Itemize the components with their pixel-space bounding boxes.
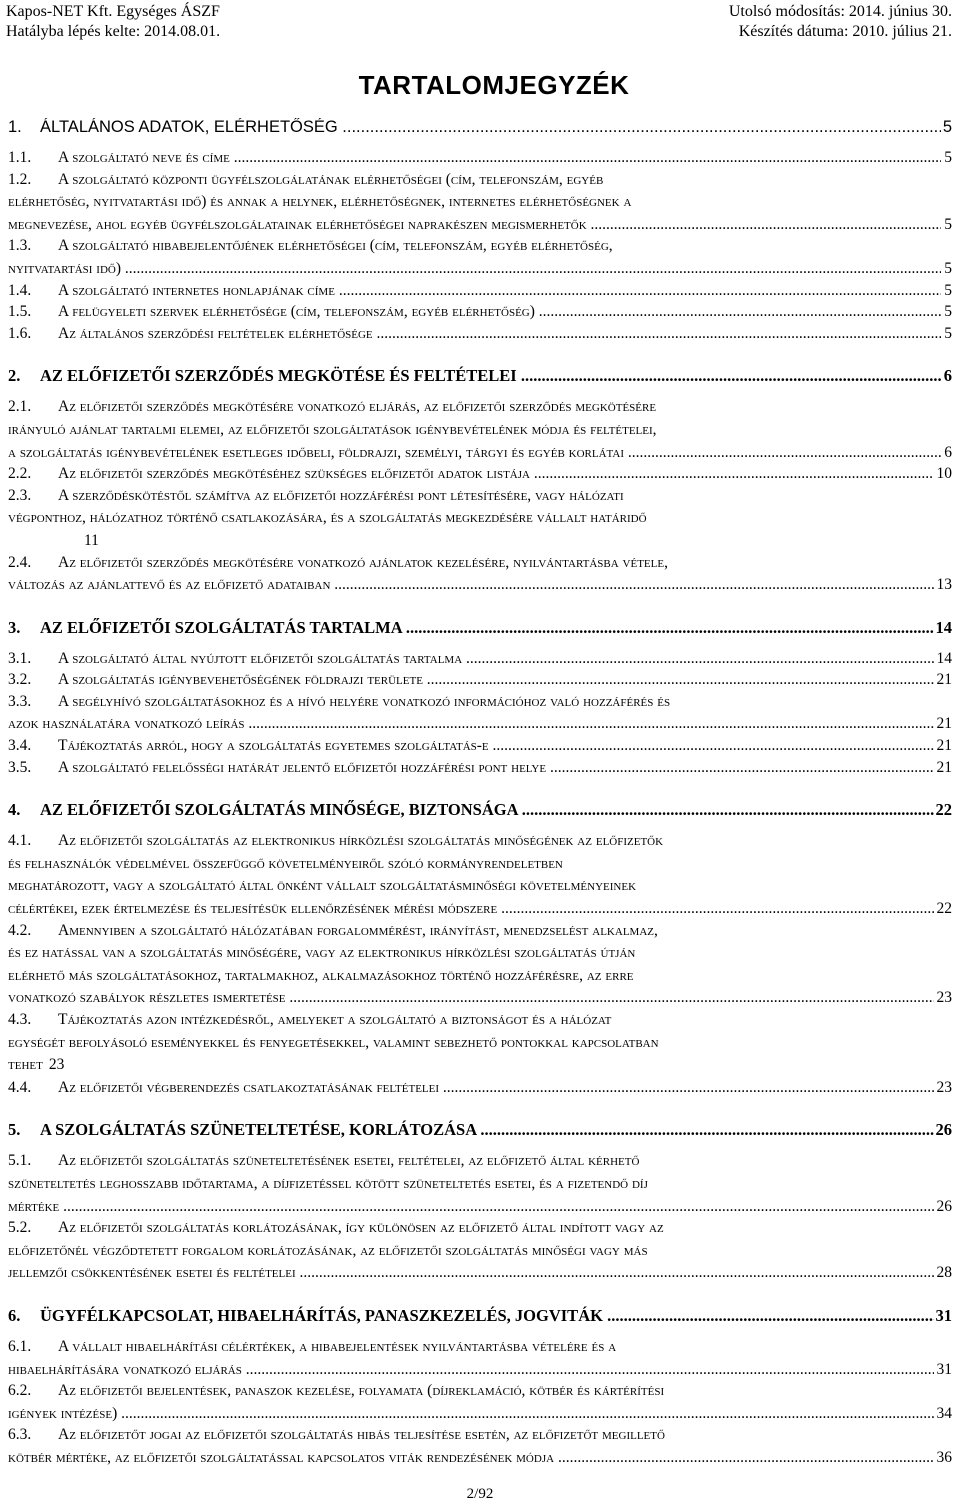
section-number: 1.1. — [8, 149, 32, 166]
section-page: 23 — [936, 1078, 952, 1096]
section-title: 1.6. Az általános szerződési feltételek elérhetősége ..... — [8, 323, 941, 345]
section-line — [8, 191, 952, 214]
section-number: 3.4. — [8, 737, 32, 755]
section-page: 10 — [936, 465, 952, 483]
section-page: 23 — [48, 1056, 65, 1074]
section-page: 11 — [84, 531, 99, 549]
section-last-line — [8, 898, 952, 920]
section-number: 1.2. — [8, 170, 32, 188]
section-number: 1.4. — [8, 281, 32, 299]
toc-section[interactable] — [8, 323, 952, 345]
section-page: 22 — [936, 900, 952, 918]
section-title: 3.5. A szolgáltató felelősségi határát jelentő előfizetői hozzáférési pont helye ..... — [8, 757, 934, 779]
toc-section-group — [8, 1150, 952, 1284]
section-number: 6.2. — [8, 1382, 32, 1400]
chapter-page: 26 — [935, 1120, 952, 1140]
toc-section[interactable] — [8, 147, 952, 169]
chapter-number: 6. — [8, 1305, 21, 1325]
section-number: 2.1. — [8, 398, 32, 416]
section-last-line — [8, 258, 952, 280]
section-text: Amennyiben a szolgáltató hálózatában forgalommérést, irányítást, menedzselést alkalmaz, — [58, 921, 658, 939]
section-text: vonatkozó szabályok részletes ismertetése ..... — [8, 987, 934, 1009]
section-last-line — [8, 713, 952, 735]
section-line — [8, 942, 952, 965]
section-number: 4.2. — [8, 921, 32, 939]
creation-date: Készítés dátuma: 2010. július 21. — [738, 23, 952, 40]
chapter-number: 3. — [8, 617, 21, 637]
section-title: 3.1. A szolgáltató által nyújtott előfizetői szolgáltatás tartalma ..... — [8, 648, 934, 670]
section-line — [8, 1032, 952, 1055]
section-text: a szolgáltatás igénybevételének esetleges időbeli, földrajzi, személyi, tárgyi és egyéb korlátai ..... — [8, 442, 941, 464]
section-title: 3.4. Tájékoztatás arról, hogy a szolgáltatás egyetemes szolgáltatás-e ..... — [8, 735, 934, 757]
header-left — [6, 2, 220, 42]
section-line — [8, 1424, 952, 1447]
chapter-page: 14 — [935, 617, 952, 637]
toc-section[interactable] — [8, 1336, 952, 1380]
chapter-page: 22 — [935, 800, 952, 820]
section-text: A szerződéskötéstől számítva az előfizetői hozzáférési pont létesítésére, vagy hálózati — [58, 486, 624, 504]
toc-section[interactable] — [8, 691, 952, 735]
toc-section[interactable] — [8, 235, 952, 279]
toc-chapter[interactable] — [8, 118, 952, 137]
toc-section[interactable] — [8, 169, 952, 236]
section-page: 34 — [936, 1404, 952, 1422]
section-text: igények intézése) ..... — [8, 1403, 934, 1425]
section-title: 1.5. A felügyeleti szervek elérhetősége (cím, telefonszám, egyéb elérhetőség) ..... — [8, 301, 941, 323]
chapter-title: A SZOLGÁLTATÁS SZÜNETELTETÉSE, KORLÁTOZÁSA ..... — [40, 1120, 934, 1140]
section-line — [8, 920, 952, 943]
last-modified: Utolsó módosítás: 2014. június 30. — [728, 3, 952, 20]
section-text: A szolgáltató központi ügyfélszolgálatának elérhetőségei (cím, telefonszám, egyéb — [58, 170, 604, 188]
toc-section[interactable] — [8, 1424, 952, 1468]
chapter-page: 6 — [943, 366, 952, 386]
chapter-number: 5. — [8, 1120, 21, 1140]
section-text: Az előfizetői szerződés megkötésére vonatkozó eljárás, az előfizetői szerződés megkötésére — [58, 398, 657, 416]
toc-chapter[interactable] — [8, 1306, 952, 1326]
section-text: Az előfizetői szolgáltatás szüneteltetésének esetei, feltételei, az előfizető által kérhető — [58, 1152, 640, 1170]
section-page: 5 — [944, 259, 952, 277]
toc-section[interactable] — [8, 280, 952, 302]
section-page: 28 — [936, 1264, 952, 1282]
toc-section-group — [8, 1336, 952, 1469]
section-text: mértéke ..... — [8, 1196, 934, 1218]
section-text: szüneteltetés leghosszabb időtartama, a díjfizetéssel kötött szüneteltetés esetei, és a fizetendő díj — [8, 1174, 648, 1192]
section-line — [8, 1336, 952, 1359]
section-number: 2.3. — [8, 486, 32, 504]
section-last-line — [8, 1262, 952, 1284]
section-text: irányuló ajánlat tartalmi elemei, az előfizetői szolgáltatások igénybevételének módja és feltételei, — [8, 420, 657, 438]
section-last-line — [8, 1403, 952, 1425]
toc-section[interactable] — [8, 1077, 952, 1099]
section-number: 4.3. — [8, 1011, 32, 1028]
section-text: meghatározott, vagy a szolgáltató által önként vállalt szolgáltatásminőségi követelményeinek — [8, 877, 637, 895]
section-line — [8, 1150, 952, 1173]
section-text: előfizetőnél végződtetett forgalom korlátozásának, az előfizetői szolgáltatás minőségi vagy más — [8, 1241, 648, 1259]
section-text: nyitvatartási idő) ..... — [8, 258, 941, 280]
section-page: 21 — [936, 715, 952, 733]
section-page: 26 — [936, 1197, 952, 1215]
section-line — [8, 1240, 952, 1263]
section-last-line — [8, 214, 952, 236]
toc-section[interactable] — [8, 1009, 952, 1077]
toc-section-group — [8, 147, 952, 344]
toc-chapter[interactable] — [8, 800, 952, 820]
toc-section[interactable] — [8, 920, 952, 1009]
section-text: hibaelhárítására vonatkozó eljárás ..... — [8, 1359, 934, 1381]
effective-date: Hatályba lépés kelte: 2014.08.01. — [6, 23, 221, 40]
section-page: 14 — [936, 649, 952, 667]
section-number: 2.2. — [8, 465, 32, 483]
section-number: 4.4. — [8, 1078, 32, 1096]
section-title: 1.4. A szolgáltató internetes honlapjának címe ..... — [8, 280, 941, 302]
section-text: elérhetőség, nyitvatartási idő) és annak a helynek, elérhetőségnek, internetes elérhetőségnek a — [8, 193, 632, 211]
header-right — [729, 2, 952, 42]
section-line — [8, 1380, 952, 1403]
section-text: jellemzői csökkentésének esetei és feltételei ..... — [8, 1262, 934, 1284]
document-title: Kapos-NET Kft. Egységes ÁSZF — [6, 3, 220, 20]
section-page: 13 — [936, 576, 952, 594]
section-page: 5 — [944, 281, 952, 299]
section-number: 2.4. — [8, 553, 32, 571]
section-text: Az előfizetőt jogai az előfizetői szolgáltatás hibás teljesítése esetén, az előfizetőt megillető — [58, 1426, 665, 1444]
chapter-title: AZ ELŐFIZETŐI SZOLGÁLTATÁS MINŐSÉGE, BIZTONSÁGA ..... — [40, 800, 934, 820]
toc-section[interactable] — [8, 830, 952, 919]
section-page: 5 — [944, 303, 952, 321]
toc-section[interactable] — [8, 1217, 952, 1284]
section-number: 3.5. — [8, 758, 32, 776]
section-text: megnevezése, ahol egyéb ügyfélszolgálatainak elérhetőségei naprakészen megismerhetők ..... — [8, 214, 941, 236]
section-text: tehet — [8, 1056, 43, 1074]
section-last-line — [8, 1054, 952, 1077]
section-line — [8, 691, 952, 714]
chapter-title: ÁLTALÁNOS ADATOK, ELÉRHETŐSÉG ..... — [40, 118, 941, 137]
section-page: 23 — [936, 989, 952, 1007]
chapter-title: AZ ELŐFIZETŐI SZERZŐDÉS MEGKÖTÉSE ÉS FELTÉTELEI ..... — [40, 366, 942, 386]
section-number: 5.1. — [8, 1152, 32, 1170]
section-page: 21 — [936, 671, 952, 689]
section-text: A szolgáltató hibabejelentőjének elérhetőségei (cím, telefonszám, egyéb elérhetőség, — [58, 237, 613, 255]
toc-section-group — [8, 648, 952, 779]
section-last-line — [8, 987, 952, 1009]
section-line — [8, 419, 952, 442]
section-page: 21 — [936, 758, 952, 776]
section-number: 1.6. — [8, 324, 32, 342]
toc-chapter[interactable] — [8, 618, 952, 638]
section-text: Az előfizetői szolgáltatás az elektronikus hírközlési szolgáltatás minőségének az előfizetők — [58, 832, 664, 850]
section-line — [8, 1009, 952, 1032]
section-text: változás az ajánlattevő és az előfizető adataiban ..... — [8, 574, 934, 596]
chapter-title: ÜGYFÉLKAPCSOLAT, HIBAELHÁRÍTÁS, PANASZKEZELÉS, JOGVITÁK ..... — [40, 1306, 934, 1326]
section-line — [8, 396, 952, 419]
toc-chapter[interactable] — [8, 1120, 952, 1140]
section-line — [8, 169, 952, 192]
section-line — [8, 875, 952, 898]
section-text: A vállalt hibaelhárítási célértékek, a hibabejelentések nyilvántartásba vételére és a — [58, 1337, 617, 1355]
section-page: 31 — [936, 1360, 952, 1378]
section-number: 1.3. — [8, 237, 32, 255]
toc-section[interactable] — [8, 669, 952, 691]
toc-section[interactable] — [8, 301, 952, 323]
section-line — [8, 965, 952, 988]
section-text: azok használatára vonatkozó leírás ..... — [8, 713, 934, 735]
section-text: Az előfizetői bejelentések, panaszok kezelése, folyamata (díjreklamáció, kötbér és kártérítési — [58, 1382, 665, 1400]
section-number: 5.2. — [8, 1219, 32, 1237]
section-text: kötbér mértéke, az előfizetői szolgáltatással kapcsolatos viták rendezésének módja ..... — [8, 1447, 934, 1469]
toc-section[interactable] — [8, 485, 952, 552]
chapter-title: AZ ELŐFIZETŐI SZOLGÁLTATÁS TARTALMA ..... — [40, 618, 934, 638]
toc-section[interactable] — [8, 735, 952, 757]
section-line — [8, 507, 952, 530]
chapter-number: 1. — [8, 118, 22, 136]
section-page: 5 — [944, 215, 952, 233]
section-text: elérhető más szolgáltatásokhoz, tartalmakhoz, alkalmazásokhoz történő hozzáférésre, az erre — [8, 966, 634, 984]
section-page: 36 — [936, 1448, 952, 1466]
section-text: és ez hatással van a szolgáltatás minőségére, vagy az elektronikus hírközlési szolgáltatás útján — [8, 944, 636, 962]
chapter-number: 4. — [8, 800, 21, 820]
section-number: 4.1. — [8, 832, 32, 850]
section-title: 3.2. A szolgáltatás igénybevehetőségének földrajzi területe ..... — [8, 669, 934, 691]
section-text: és felhasználók védelmével összefüggő követelményeiről szóló kormányrendeletben — [8, 854, 563, 872]
section-last-line — [8, 1196, 952, 1218]
section-text: Tájékoztatás azon intézkedésről, amelyeket a szolgáltató a biztonságot és a hálózat — [58, 1011, 612, 1028]
section-line — [8, 552, 952, 575]
section-text: A segélyhívó szolgáltatásokhoz és a hívó helyére vonatkozó információhoz való hozzáférés és — [58, 692, 671, 710]
section-number: 3.3. — [8, 692, 32, 710]
section-number: 6.3. — [8, 1426, 32, 1444]
section-line — [8, 235, 952, 258]
chapter-page: 5 — [942, 118, 952, 136]
section-last-line — [8, 1359, 952, 1381]
toc-section[interactable] — [8, 552, 952, 596]
section-title: 4.4. Az előfizetői végberendezés csatlakoztatásának feltételei ..... — [8, 1077, 934, 1099]
section-last-line — [8, 574, 952, 596]
section-text: Az előfizetői szolgáltatás korlátozásának, így különösen az előfizető által indított vagy az — [58, 1219, 664, 1237]
section-page: 6 — [944, 443, 952, 461]
section-title: 2.2. Az előfizetői szerződés megkötéséhez szükséges előfizetői adatok listája ..... — [8, 463, 934, 485]
toc-section[interactable] — [8, 1380, 952, 1424]
section-number: 3.1. — [8, 649, 32, 667]
chapter-page: 31 — [935, 1305, 952, 1325]
section-number: 6.1. — [8, 1337, 32, 1355]
toc-section[interactable] — [8, 648, 952, 670]
section-line — [8, 1217, 952, 1240]
section-line — [8, 1173, 952, 1196]
section-text: célértékei, ezek értelmezése és teljesítésük ellenőrzésének mérési módszere ..... — [8, 898, 934, 920]
section-page: 21 — [936, 737, 952, 755]
toc-section[interactable] — [8, 757, 952, 779]
section-page: 5 — [944, 149, 952, 166]
section-line — [8, 853, 952, 876]
page-number: 2/92 — [466, 1486, 494, 1502]
section-line — [8, 830, 952, 853]
section-text: Az előfizetői szerződés megkötésére vonatkozó ajánlatok kezelésére, nyilvántartásba vétele, — [58, 553, 668, 571]
section-page-line — [8, 530, 952, 552]
table-of-contents — [8, 118, 952, 1469]
toc-section-group — [8, 396, 952, 595]
section-number: 3.2. — [8, 671, 32, 689]
section-last-line — [8, 1447, 952, 1469]
section-page: 5 — [944, 324, 952, 342]
section-text: végponthoz, hálózathoz történő csatlakozására, és a szolgáltatás megkezdésére vállalt határidő — [8, 509, 647, 527]
chapter-number: 2. — [8, 366, 21, 386]
section-last-line — [8, 442, 952, 464]
section-text: egységét befolyásoló eseményekkel és fenyegetésekkel, valamint sebezhető pontokkal kapcsolatban — [8, 1033, 659, 1051]
toc-chapter[interactable] — [8, 366, 952, 386]
toc-section[interactable] — [8, 463, 952, 485]
section-line — [8, 485, 952, 508]
toc-section-group — [8, 830, 952, 1098]
page-title: TARTALOMJEGYZÉK — [358, 70, 630, 100]
toc-section[interactable] — [8, 1150, 952, 1217]
section-number: 1.5. — [8, 303, 32, 321]
toc-section[interactable] — [8, 396, 952, 463]
section-title: 1.1. A szolgáltató neve és címe ..... — [8, 147, 941, 169]
